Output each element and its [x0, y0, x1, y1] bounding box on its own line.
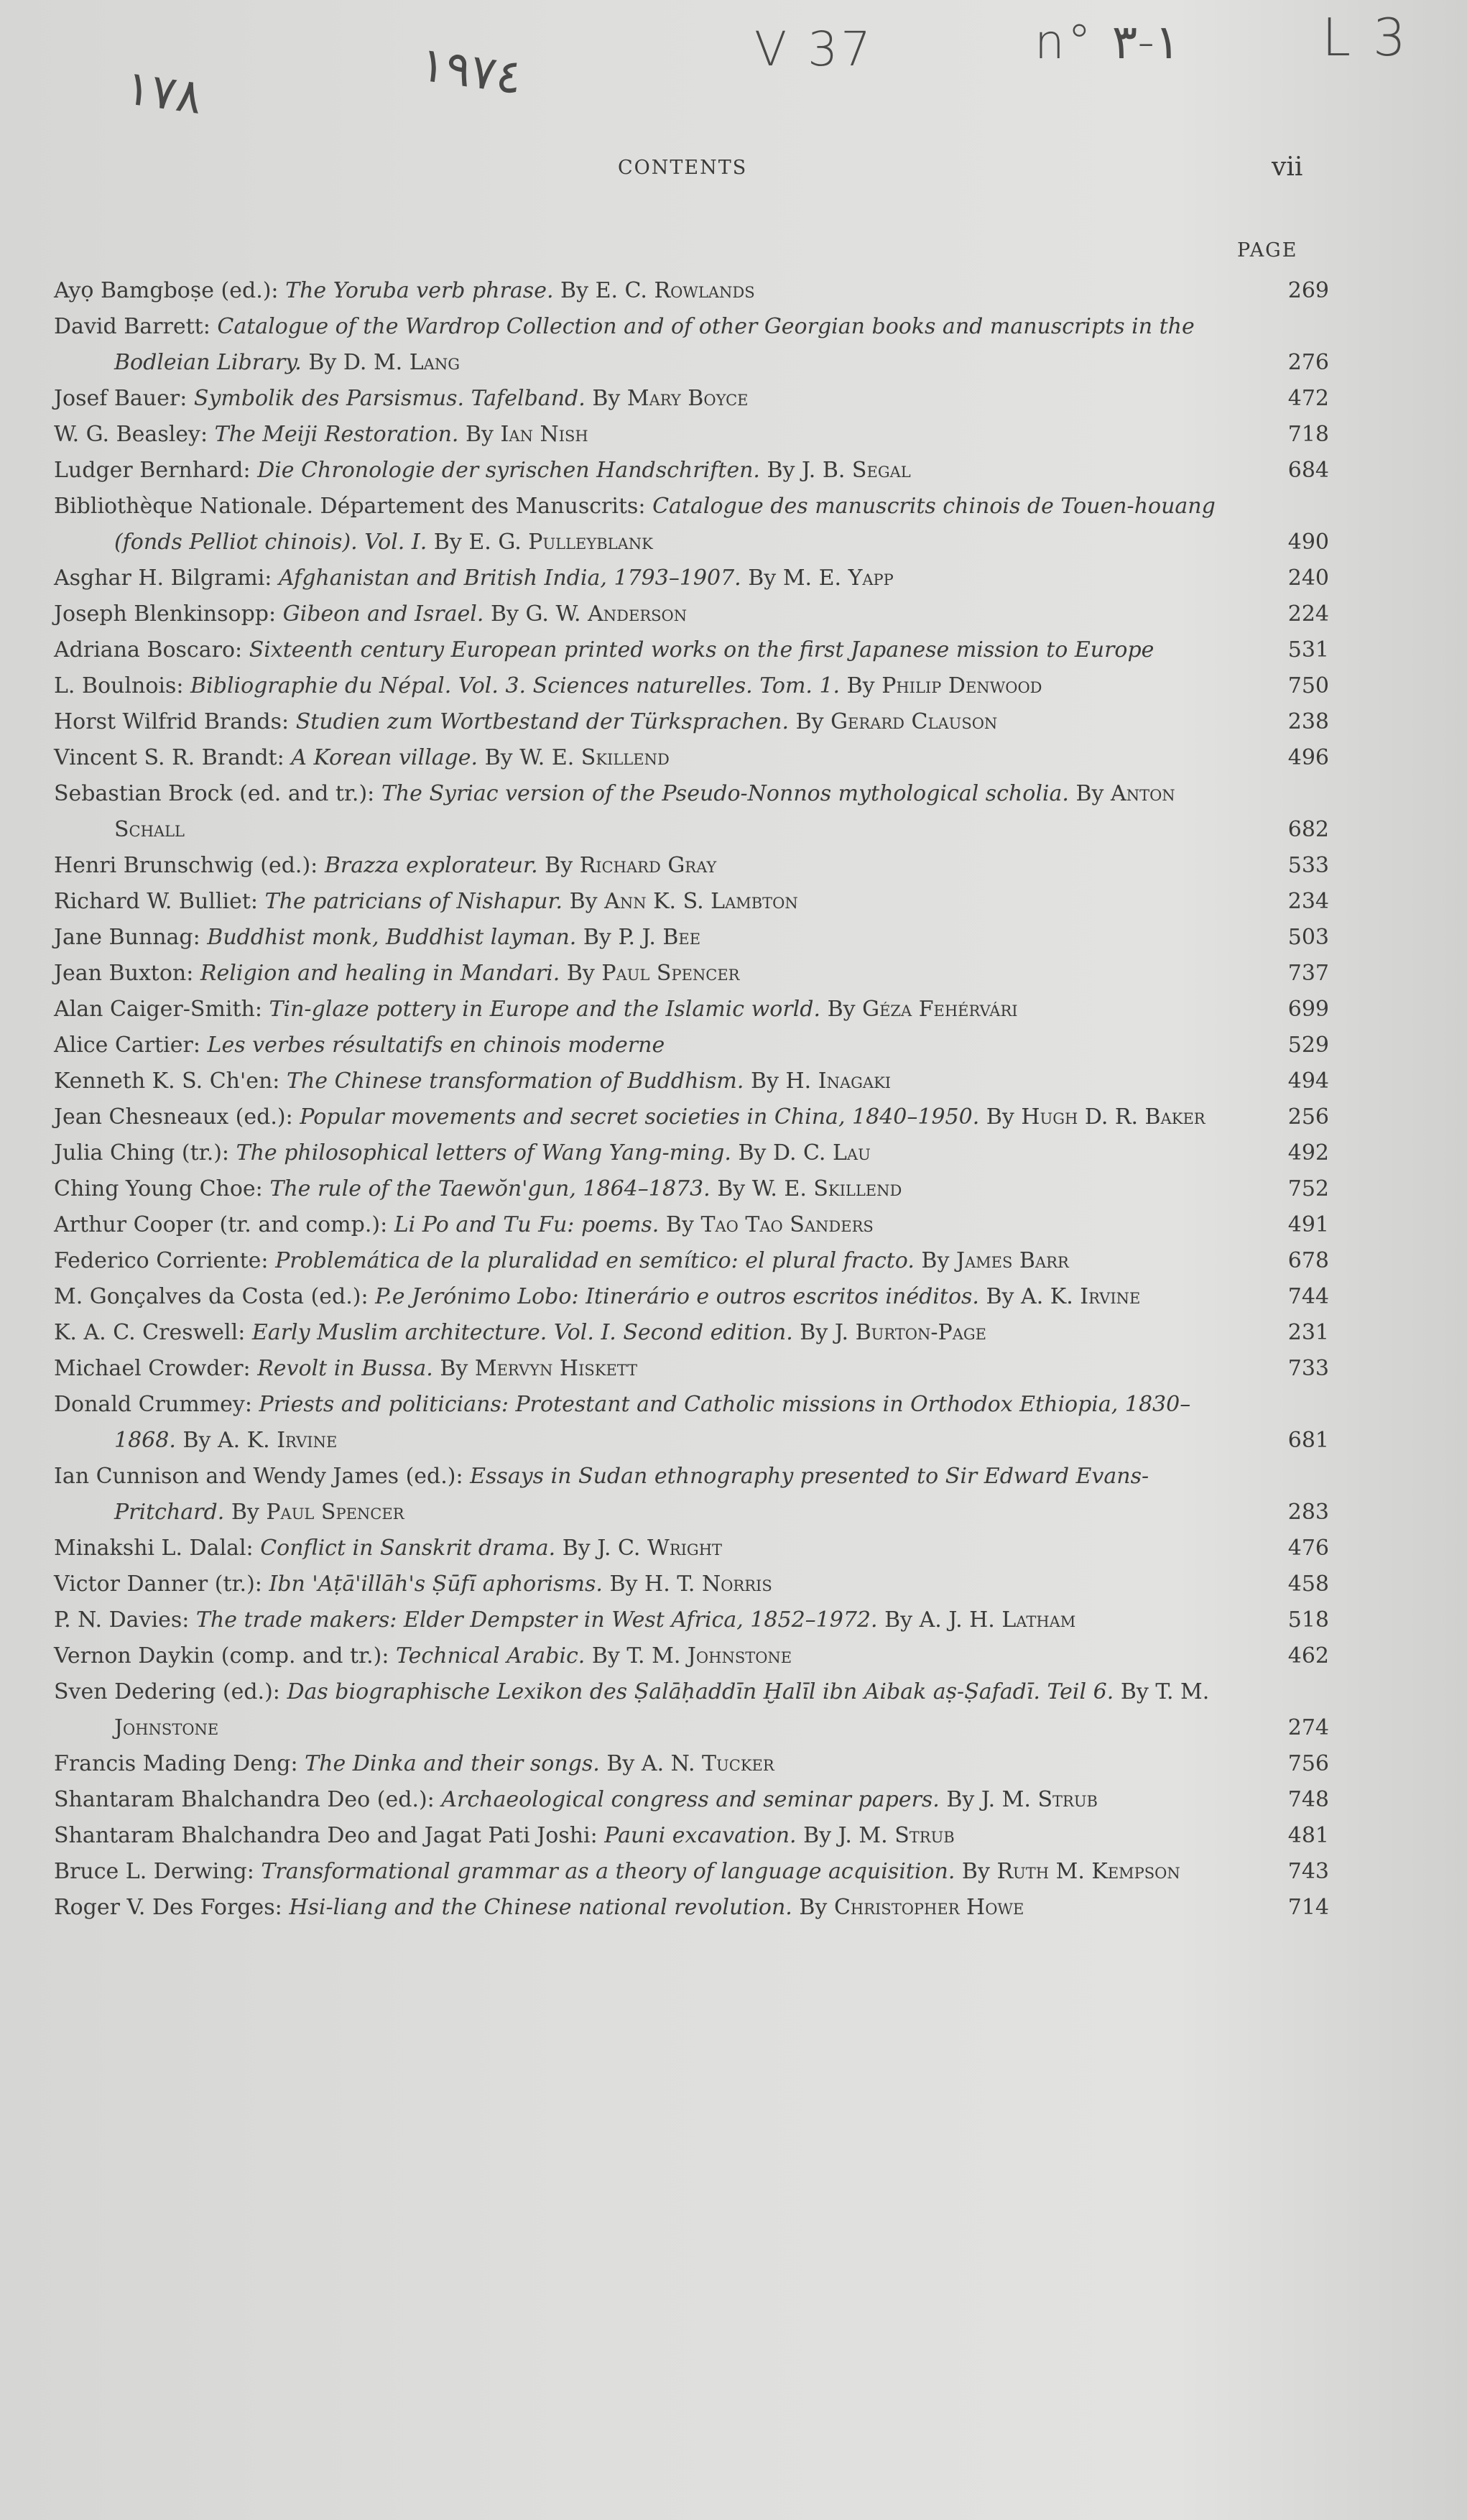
entry-text: [54, 632, 1250, 668]
entry-page-number: 240: [1287, 566, 1329, 591]
entry-title: Li Po and Tu Fu: poems.: [394, 1212, 660, 1237]
entry-text: [54, 1135, 1250, 1171]
entry-title: Essays in Sudan ethnography presented to Sir Edward Evans-Pritchard.: [114, 1464, 1149, 1525]
by-label: By: [592, 386, 621, 411]
entry-page-number: 682: [1287, 817, 1329, 842]
entry-title: Transformational grammar as a theory of language acquisition.: [261, 1859, 955, 1884]
entry-text: [54, 1351, 1250, 1387]
entry-title: The philosophical letters of Wang Yang-ming.: [236, 1140, 731, 1166]
by-label: By: [803, 1823, 832, 1848]
entry-title: Catalogue des manuscrits chinois de Touen-houang (fonds Pelliot chinois). Vol. I.: [114, 494, 1216, 555]
entry-author: Minakshi L. Dalal:: [54, 1536, 254, 1561]
by-label: By: [1075, 781, 1104, 806]
entry-page-number: 678: [1287, 1248, 1329, 1273]
entry-title: Gibeon and Israel.: [282, 601, 484, 627]
entry-page-number: 531: [1287, 637, 1329, 663]
entry-text: [54, 1063, 1250, 1099]
entry-title: The trade makers: Elder Dempster in West Africa, 1852–1972.: [195, 1607, 878, 1633]
entry-text: [54, 740, 1250, 776]
by-label: By: [738, 1140, 767, 1166]
entry-author: Joseph Blenkinsopp:: [54, 601, 277, 627]
entry-author: Vincent S. R. Brandt:: [54, 745, 284, 770]
entry-text: [54, 1459, 1250, 1531]
entry-page-number: 529: [1287, 1033, 1329, 1058]
entry-reviewer: Christopher Howe: [833, 1895, 1024, 1920]
handwritten-mark: L 3: [1322, 7, 1409, 68]
folio-number: vii: [1272, 152, 1303, 182]
entry-reviewer: D. C. Lau: [772, 1140, 871, 1166]
entry-text: [54, 704, 1250, 740]
list-item: [54, 920, 1329, 956]
entry-reviewer: Philip Denwood: [881, 673, 1042, 698]
list-item: [54, 992, 1329, 1028]
entry-author: Alan Caiger-Smith:: [54, 997, 262, 1022]
by-label: By: [921, 1248, 950, 1273]
entry-page-number: 748: [1287, 1787, 1329, 1812]
entry-text: [54, 1207, 1250, 1243]
entry-title: Les verbes résultatifs en chinois moderne: [207, 1033, 665, 1058]
entry-text: [54, 848, 1250, 884]
entry-author: Victor Danner (tr.):: [54, 1571, 262, 1597]
list-item: [54, 632, 1329, 668]
by-label: By: [1120, 1679, 1149, 1704]
entry-reviewer: J. M. Strub: [981, 1787, 1098, 1812]
handwritten-year: ١٩٧٤: [417, 36, 526, 106]
entry-author: Richard W. Bulliet:: [54, 889, 259, 914]
entry-title: Revolt in Bussa.: [257, 1356, 433, 1381]
entry-reviewer: G. W. Anderson: [525, 601, 688, 627]
entry-text: [54, 381, 1250, 417]
list-item: [54, 381, 1329, 417]
entry-reviewer: Gerard Clauson: [830, 709, 998, 734]
list-item: [54, 848, 1329, 884]
list-item: [54, 1854, 1329, 1890]
list-item: [54, 1028, 1329, 1063]
list-item: [54, 956, 1329, 992]
entry-reviewer: M. E. Yapp: [782, 566, 894, 591]
entry-title: Buddhist monk, Buddhist layman.: [207, 925, 577, 950]
handwritten-note: ١٧٨: [122, 59, 206, 126]
list-item: [54, 1063, 1329, 1099]
entry-title: Die Chronologie der syrischen Handschriften.: [257, 458, 760, 483]
entry-text: [54, 1746, 1250, 1782]
entry-page-number: 462: [1287, 1643, 1329, 1669]
list-item: [54, 668, 1329, 704]
entry-text: [54, 1028, 1250, 1063]
entry-text: [54, 1674, 1250, 1746]
entry-page-number: 494: [1287, 1069, 1329, 1094]
list-item: [54, 1602, 1329, 1638]
entry-page-number: 224: [1287, 601, 1329, 627]
entry-text: [54, 273, 1250, 309]
entry-reviewer: Ian Nish: [500, 422, 588, 447]
entry-text: [54, 489, 1250, 560]
entry-reviewer: D. M. Lang: [343, 350, 460, 375]
entry-reviewer: J. Burton-Page: [834, 1320, 986, 1345]
entry-author: Bruce L. Derwing:: [54, 1859, 254, 1884]
entry-author: Adriana Boscaro:: [54, 637, 243, 663]
entry-reviewer: J. M. Strub: [838, 1823, 955, 1848]
list-item: [54, 1782, 1329, 1818]
entry-text: [54, 1602, 1250, 1638]
entry-title: Conflict in Sanskrit drama.: [260, 1536, 556, 1561]
entry-reviewer: T. M. Johnstone: [626, 1643, 792, 1669]
entry-page-number: 743: [1287, 1859, 1329, 1884]
entry-author: Ayọ Bamgboṣe (ed.):: [54, 278, 279, 303]
entry-title: Brazza explorateur.: [324, 853, 538, 878]
entry-text: [54, 1782, 1250, 1818]
list-item: [54, 1818, 1329, 1854]
entry-title: The Syriac version of the Pseudo-Nonnos mythological scholia.: [381, 781, 1069, 806]
entry-text: [54, 560, 1250, 596]
entry-page-number: 481: [1287, 1823, 1329, 1848]
entry-title: Hsi-liang and the Chinese national revolution.: [289, 1895, 792, 1920]
entry-reviewer: H. Inagaki: [785, 1069, 892, 1094]
entry-title: The Dinka and their songs.: [305, 1751, 600, 1776]
entry-author: Julia Ching (tr.):: [54, 1140, 230, 1166]
entry-page-number: 490: [1287, 530, 1329, 555]
entry-reviewer: H. T. Norris: [644, 1571, 772, 1597]
list-item: [54, 1459, 1329, 1531]
entry-text: [54, 1818, 1250, 1854]
entry-author: Kenneth K. S. Ch'en:: [54, 1069, 280, 1094]
by-label: By: [562, 1536, 591, 1561]
entry-page-number: 750: [1287, 673, 1329, 698]
entry-title: Priests and politicians: Protestant and Catholic missions in Orthodox Ethiopia, 1830–1868.: [114, 1392, 1191, 1453]
entry-reviewer: Mervyn Hiskett: [474, 1356, 638, 1381]
entry-author: Shantaram Bhalchandra Deo (ed.):: [54, 1787, 435, 1812]
entry-author: Arthur Cooper (tr. and comp.):: [54, 1212, 388, 1237]
entry-title: Pauni excavation.: [604, 1823, 797, 1848]
entry-text: [54, 1890, 1250, 1926]
entry-author: Jane Bunnag:: [54, 925, 200, 950]
entry-author: Bibliothèque Nationale. Département des Manuscrits:: [54, 494, 646, 519]
entry-reviewer: J. B. Segal: [802, 458, 911, 483]
entry-page-number: 238: [1287, 709, 1329, 734]
by-label: By: [827, 997, 856, 1022]
entry-reviewer: A. J. H. Latham: [919, 1607, 1076, 1633]
entry-text: [54, 453, 1250, 489]
entry-reviewer: Richard Gray: [579, 853, 717, 878]
contents-list: [54, 273, 1329, 1926]
list-item: [54, 489, 1329, 560]
list-item: [54, 1135, 1329, 1171]
entry-page-number: 458: [1287, 1571, 1329, 1597]
entry-author: Francis Mading Deng:: [54, 1751, 298, 1776]
entry-title: The Meiji Restoration.: [214, 422, 459, 447]
by-label: By: [986, 1104, 1014, 1130]
list-item: [54, 776, 1329, 848]
entry-page-number: 231: [1287, 1320, 1329, 1345]
entry-page-number: 496: [1287, 745, 1329, 770]
entry-title: Sixteenth century European printed works on the first Japanese mission to Europe: [249, 637, 1154, 663]
entry-page-number: 276: [1287, 350, 1329, 375]
entry-text: [54, 992, 1250, 1028]
entry-title: The Yoruba verb phrase.: [285, 278, 554, 303]
entry-page-number: 752: [1287, 1176, 1329, 1201]
entry-author: L. Boulnois:: [54, 673, 184, 698]
entry-author: Josef Bauer:: [54, 386, 188, 411]
entry-title: Popular movements and secret societies in China, 1840–1950.: [300, 1104, 980, 1130]
entry-reviewer: W. E. Skillend: [751, 1176, 902, 1201]
list-item: [54, 1638, 1329, 1674]
entry-title: A Korean village.: [291, 745, 478, 770]
by-label: By: [591, 1643, 620, 1669]
entry-reviewer: E. C. Rowlands: [595, 278, 755, 303]
entry-text: [54, 1638, 1250, 1674]
by-label: By: [606, 1751, 635, 1776]
entry-title: Tin-glaze pottery in Europe and the Islamic world.: [269, 997, 821, 1022]
by-label: By: [717, 1176, 746, 1201]
entry-text: [54, 884, 1250, 920]
by-label: By: [182, 1428, 211, 1453]
entry-author: Federico Corriente:: [54, 1248, 269, 1273]
by-label: By: [795, 709, 824, 734]
entry-title: Bibliographie du Népal. Vol. 3. Sciences naturelles. Tom. 1.: [190, 673, 841, 698]
by-label: By: [569, 889, 598, 914]
entry-reviewer: Paul Spencer: [266, 1500, 404, 1525]
entry-reviewer: A. N. Tucker: [641, 1751, 774, 1776]
entry-page-number: 756: [1287, 1751, 1329, 1776]
list-item: [54, 1099, 1329, 1135]
entry-text: [54, 1279, 1250, 1315]
entry-text: [54, 1099, 1250, 1135]
entry-title: Ibn 'Aṭā'illāh's Ṣūfī aphorisms.: [269, 1571, 603, 1597]
entry-reviewer: T. M. Johnstone: [114, 1679, 1210, 1740]
entry-page-number: 269: [1287, 278, 1329, 303]
list-item: [54, 1207, 1329, 1243]
entry-author: Ian Cunnison and Wendy James (ed.):: [54, 1464, 463, 1489]
by-label: By: [484, 745, 513, 770]
entry-page-number: 533: [1287, 853, 1329, 878]
entry-text: [54, 417, 1250, 453]
list-item: [54, 884, 1329, 920]
entry-title: Catalogue of the Wardrop Collection and of other Georgian books and manuscripts in the Bodleian Library.: [114, 314, 1195, 375]
list-item: [54, 1351, 1329, 1387]
entry-text: [54, 1243, 1250, 1279]
entry-page-number: 234: [1287, 889, 1329, 914]
list-item: [54, 1315, 1329, 1351]
entry-reviewer: E. G. Pulleyblank: [468, 530, 653, 555]
entry-title: Studien zum Wortbestand der Türksprachen.: [295, 709, 789, 734]
entry-text: [54, 1854, 1250, 1890]
entry-text: [54, 1387, 1250, 1459]
by-label: By: [986, 1284, 1014, 1309]
list-item: [54, 1531, 1329, 1566]
entry-page-number: 699: [1287, 997, 1329, 1022]
entry-title: Symbolik des Parsismus. Tafelband.: [193, 386, 586, 411]
by-label: By: [583, 925, 611, 950]
list-item: [54, 1279, 1329, 1315]
entry-author: M. Gonçalves da Costa (ed.):: [54, 1284, 369, 1309]
page-title: CONTENTS: [618, 157, 748, 179]
by-label: By: [799, 1895, 828, 1920]
entry-author: Roger V. Des Forges:: [54, 1895, 282, 1920]
entry-page-number: 472: [1287, 386, 1329, 411]
entry-reviewer: Ann K. S. Lambton: [604, 889, 798, 914]
entry-page-number: 744: [1287, 1284, 1329, 1309]
entry-title: P.e Jerónimo Lobo: Itinerário e outros escritos inéditos.: [375, 1284, 979, 1309]
list-item: [54, 1890, 1329, 1926]
page-column-heading: PAGE: [1237, 239, 1298, 262]
list-item: [54, 1674, 1329, 1746]
entry-reviewer: W. E. Skillend: [519, 745, 670, 770]
by-label: By: [750, 1069, 779, 1094]
entry-title: Religion and healing in Mandari.: [200, 961, 560, 986]
by-label: By: [800, 1320, 828, 1345]
entry-reviewer: Ruth M. Kempson: [996, 1859, 1180, 1884]
entry-author: Sebastian Brock (ed. and tr.):: [54, 781, 375, 806]
entry-text: [54, 1566, 1250, 1602]
entry-page-number: 274: [1287, 1715, 1329, 1740]
entry-reviewer: Mary Boyce: [626, 386, 749, 411]
by-label: By: [308, 350, 337, 375]
entry-title: The rule of the Taewŏn'gun, 1864–1873.: [269, 1176, 711, 1201]
entry-author: Ching Young Choe:: [54, 1176, 263, 1201]
list-item: [54, 596, 1329, 632]
entry-text: [54, 1171, 1250, 1207]
list-item: [54, 1746, 1329, 1782]
entry-reviewer: P. J. Bee: [618, 925, 701, 950]
entry-author: Vernon Daykin (comp. and tr.):: [54, 1643, 389, 1669]
entry-text: [54, 1315, 1250, 1351]
entry-text: [54, 1531, 1250, 1566]
entry-author: Horst Wilfrid Brands:: [54, 709, 290, 734]
list-item: [54, 1171, 1329, 1207]
entry-page-number: 681: [1287, 1428, 1329, 1453]
entry-title: Early Muslim architecture. Vol. I. Second edition.: [251, 1320, 793, 1345]
entry-reviewer: Tao Tao Sanders: [700, 1212, 874, 1237]
entry-reviewer: Hugh D. R. Baker: [1021, 1104, 1205, 1130]
by-label: By: [433, 530, 462, 555]
list-item: [54, 453, 1329, 489]
entry-author: P. N. Davies:: [54, 1607, 190, 1633]
entry-author: Jean Buxton:: [54, 961, 194, 986]
entry-reviewer: A. K. Irvine: [1021, 1284, 1141, 1309]
entry-reviewer: Géza Fehérvári: [862, 997, 1018, 1022]
entry-author: Michael Crowder:: [54, 1356, 251, 1381]
entry-title: Das biographische Lexikon des Ṣalāḥaddīn Ḫalīl ibn Aibak aṣ-Ṣafadī. Teil 6.: [287, 1679, 1114, 1704]
by-label: By: [846, 673, 875, 698]
entry-reviewer: James Barr: [955, 1248, 1069, 1273]
entry-page-number: 718: [1287, 422, 1329, 447]
entry-page-number: 256: [1287, 1104, 1329, 1130]
entry-author: Shantaram Bhalchandra Deo and Jagat Pati Joshi:: [54, 1823, 598, 1848]
entry-page-number: 491: [1287, 1212, 1329, 1237]
entry-title: The Chinese transformation of Buddhism.: [286, 1069, 744, 1094]
by-label: By: [609, 1571, 638, 1597]
entry-text: [54, 596, 1250, 632]
list-item: [54, 1566, 1329, 1602]
entry-title: Archaeological congress and seminar papers.: [441, 1787, 940, 1812]
entry-author: Donald Crummey:: [54, 1392, 252, 1417]
entry-text: [54, 776, 1250, 848]
by-label: By: [665, 1212, 694, 1237]
entry-page-number: 283: [1287, 1500, 1329, 1525]
by-label: By: [961, 1859, 990, 1884]
list-item: [54, 417, 1329, 453]
entry-author: Asghar H. Bilgrami:: [54, 566, 272, 591]
entry-title: Afghanistan and British India, 1793–1907.: [278, 566, 741, 591]
entry-author: Jean Chesneaux (ed.):: [54, 1104, 293, 1130]
entry-text: [54, 956, 1250, 992]
list-item: [54, 309, 1329, 381]
by-label: By: [884, 1607, 913, 1633]
entry-reviewer: A. K. Irvine: [217, 1428, 338, 1453]
list-item: [54, 273, 1329, 309]
entry-page-number: 714: [1287, 1895, 1329, 1920]
list-item: [54, 1387, 1329, 1459]
entry-title: Problemática de la pluralidad en semítico: el plural fracto.: [275, 1248, 915, 1273]
entry-author: Ludger Bernhard:: [54, 458, 251, 483]
entry-text: [54, 309, 1250, 381]
entry-page-number: 503: [1287, 925, 1329, 950]
by-label: By: [560, 278, 589, 303]
by-label: By: [767, 458, 795, 483]
list-item: [54, 740, 1329, 776]
by-label: By: [946, 1787, 975, 1812]
entry-author: W. G. Beasley:: [54, 422, 208, 447]
entry-reviewer: Paul Spencer: [601, 961, 740, 986]
entry-title: The patricians of Nishapur.: [264, 889, 563, 914]
list-item: [54, 704, 1329, 740]
entry-page-number: 518: [1287, 1607, 1329, 1633]
by-label: By: [566, 961, 595, 986]
entry-author: David Barrett:: [54, 314, 210, 339]
entry-reviewer: Anton Schall: [114, 781, 1175, 842]
by-label: By: [748, 566, 777, 591]
entry-page-number: 733: [1287, 1356, 1329, 1381]
entry-text: [54, 668, 1250, 704]
by-label: By: [440, 1356, 468, 1381]
by-label: By: [545, 853, 573, 878]
entry-author: Henri Brunschwig (ed.):: [54, 853, 318, 878]
entry-title: Technical Arabic.: [396, 1643, 586, 1669]
handwritten-volume: V 37: [754, 22, 874, 77]
entry-author: Alice Cartier:: [54, 1033, 200, 1058]
by-label: By: [490, 601, 519, 627]
entry-author: K. A. C. Creswell:: [54, 1320, 246, 1345]
by-label: By: [231, 1500, 259, 1525]
entry-page-number: 476: [1287, 1536, 1329, 1561]
entry-page-number: 737: [1287, 961, 1329, 986]
entry-reviewer: J. C. Wright: [597, 1536, 723, 1561]
list-item: [54, 1243, 1329, 1279]
entry-page-number: 684: [1287, 458, 1329, 483]
entry-page-number: 492: [1287, 1140, 1329, 1166]
entry-author: Sven Dedering (ed.):: [54, 1679, 280, 1704]
handwritten-issue: n° ١-٣: [1035, 14, 1180, 70]
entry-text: [54, 920, 1250, 956]
by-label: By: [466, 422, 494, 447]
list-item: [54, 560, 1329, 596]
